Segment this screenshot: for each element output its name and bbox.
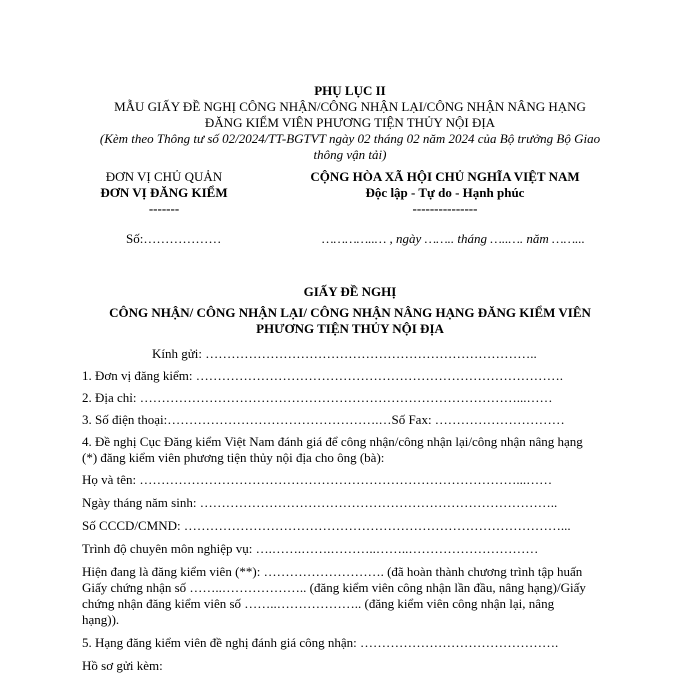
request-line1: 4. Đề nghị Cục Đăng kiểm Việt Nam đánh giá để công nhận/công nhận lại/công nhận nâng hạng: [82, 434, 583, 449]
field-birth-date: Ngày tháng năm sinh: ………………………………………………………………………..: [82, 495, 558, 510]
document-number: Số:………………: [126, 231, 222, 246]
legal-note-line1: (Kèm theo Thông tư số 02/2024/TT-BGTVT ngày 02 tháng 02 năm 2024 của Bộ trưởng Bộ Giao: [99, 131, 601, 146]
org-parent: ĐƠN VỊ CHỦ QUẢN: [105, 169, 223, 184]
right-separator: ---------------: [412, 201, 478, 216]
current-inspector-line2: Giấy chứng nhận số ……..……………….. (đăng kiểm viên công nhận lần đầu, nâng hạng)/Giấy: [82, 580, 586, 595]
legal-note-line2: thông vận tải): [313, 147, 387, 162]
field-full-name: Họ và tên: ……………………………………………………………………………...……: [82, 472, 553, 487]
request-line2: (*) đăng kiểm viên phương tiện thủy nội địa cho ông (bà):: [82, 450, 385, 465]
current-inspector-line3: chứng nhận đăng kiểm viên số ……..……………….. (đăng kiểm viên công nhận lại, nâng: [82, 596, 555, 611]
place-date-line: …………..… , ngày …….. tháng …..…. năm ……...: [322, 231, 585, 246]
form-title-line1: MẪU GIẤY ĐỀ NGHỊ CÔNG NHẬN/CÔNG NHẬN LẠI/CÔNG NHẬN NÂNG HẠNG: [114, 99, 586, 114]
field-phone-fax: 3. Số điện thoại:………………………………………….…Số Fax: …………………………: [82, 412, 565, 427]
field-qualification: Trình độ chuyên môn nghiệp vụ: ….…….…….………..……..…………………………: [82, 541, 539, 556]
appendix-label: PHỤ LỤC II: [314, 83, 386, 98]
nation-name: CỘNG HÒA XÃ HỘI CHỦ NGHĨA VIỆT NAM: [310, 169, 580, 184]
field-unit: 1. Đơn vị đăng kiểm: ………………………………………………………………………….: [82, 368, 563, 383]
current-inspector-line1: Hiện đang là đăng kiểm viên (**): ………………………. (đã hoàn thành chương trình tập huấn: [82, 564, 583, 579]
field-id-number: Số CCCD/CMND: ……………………………………………………………………………...: [82, 518, 571, 533]
national-motto: Độc lập - Tự do - Hạnh phúc: [365, 185, 525, 200]
field-address: 2. Địa chỉ: ……………………………………………………………………………...……: [82, 390, 553, 405]
field-requested-grade: 5. Hạng đăng kiểm viên đề nghị đánh giá công nhận: ……………………………………….: [82, 635, 559, 650]
attachments-label: Hồ sơ gửi kèm:: [82, 658, 163, 673]
org-name: ĐƠN VỊ ĐĂNG KIỂM: [100, 185, 228, 200]
document-subheading-line1: CÔNG NHẬN/ CÔNG NHẬN LẠI/ CÔNG NHẬN NÂNG HẠNG ĐĂNG KIỂM VIÊN: [109, 305, 591, 320]
document-heading: GIẤY ĐỀ NGHỊ: [303, 284, 397, 299]
recipient-line: Kính gửi: …………………………………………………………………..: [152, 346, 537, 361]
left-separator: -------: [148, 201, 180, 216]
document-subheading-line2: PHƯƠNG TIỆN THỦY NỘI ĐỊA: [256, 321, 444, 336]
current-inspector-line4: hạng)).: [82, 612, 120, 627]
form-title-line2: ĐĂNG KIỂM VIÊN PHƯƠNG TIỆN THỦY NỘI ĐỊA: [204, 115, 496, 130]
